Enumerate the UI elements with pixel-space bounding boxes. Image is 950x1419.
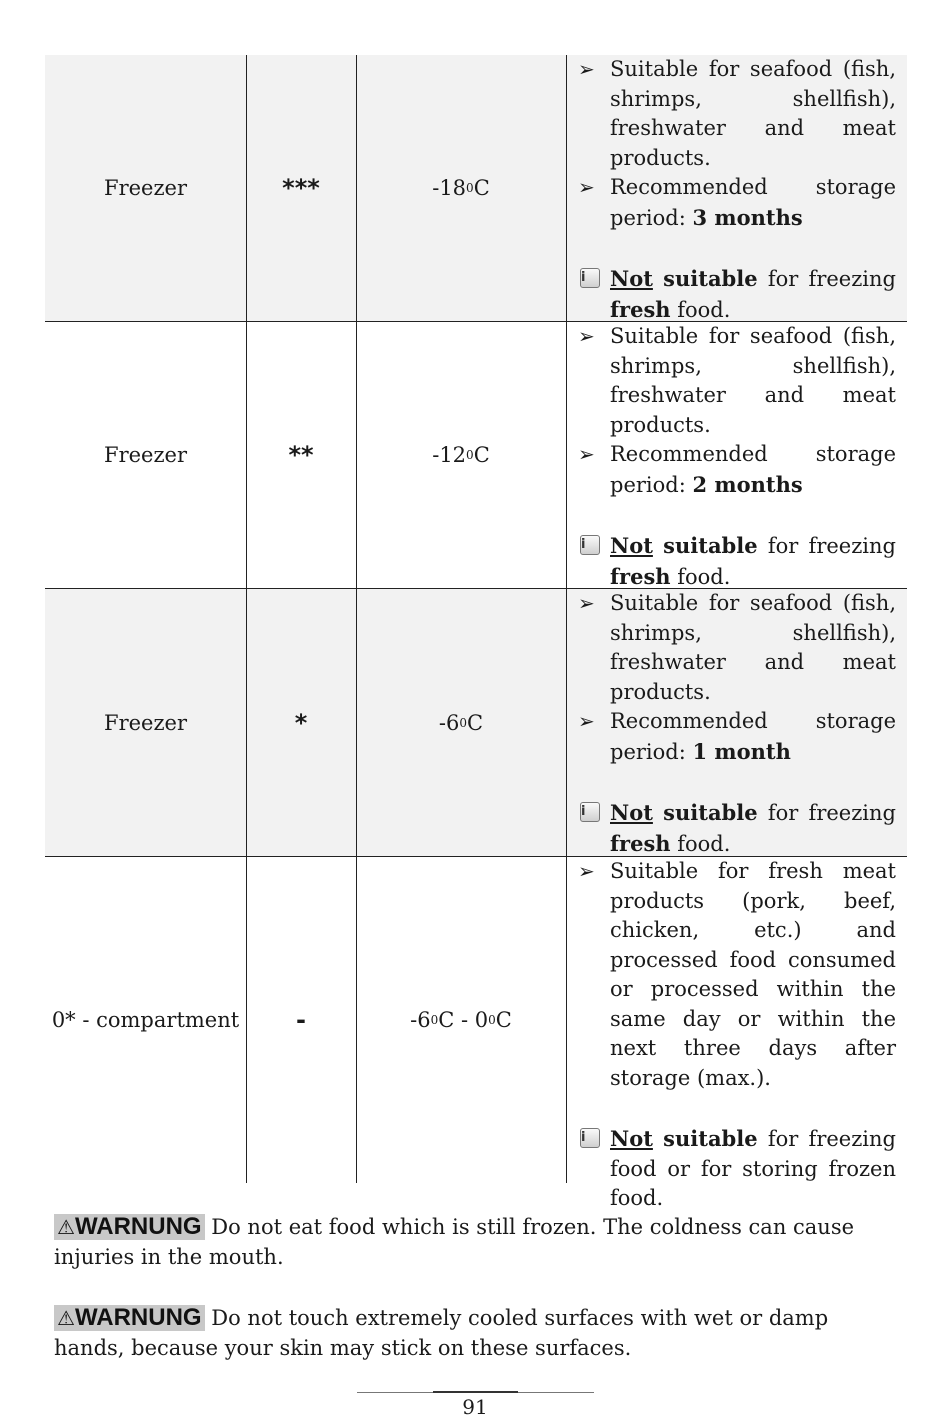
star-rating: *** (282, 174, 320, 202)
info-icon: i (580, 1128, 600, 1148)
star-rating: - (296, 1006, 306, 1034)
description-cell (578, 55, 896, 321)
list-item: ➢ Recommended storage period: 2 months (578, 442, 896, 497)
star-rating: ** (288, 441, 314, 469)
temperature: -18 0 C (432, 176, 490, 200)
list-item: ➢ Suitable for seafood (fish, shrimps, shellfish), freshwater and meat products. (578, 57, 896, 170)
info-icon: i (580, 268, 600, 288)
info-note: i Not suitable for freezing fresh food. (581, 533, 896, 589)
page-number: 91 (462, 1395, 488, 1419)
column-divider (566, 322, 567, 588)
temperature: -6 0 C - 0 0 C (410, 1008, 512, 1032)
arrowhead-bullet-icon: ➢ (578, 859, 595, 883)
info-note: i Not suitable for freezing fresh food. (581, 800, 896, 856)
table-row (45, 589, 907, 857)
description-cell (578, 589, 896, 856)
compartment-name: 0* - compartment (51, 1008, 240, 1032)
info-icon: i (580, 802, 600, 822)
arrowhead-bullet-icon: ➢ (578, 57, 595, 81)
warning-badge: ⚠WARNUNG (54, 1214, 205, 1240)
warning-triangle-icon: ⚠ (57, 1215, 75, 1239)
list-item: ➢ Recommended storage period: 3 months (578, 175, 896, 230)
description-cell (578, 322, 896, 588)
arrowhead-bullet-icon: ➢ (578, 324, 595, 348)
temperature: -12 0 C (432, 443, 490, 467)
warning-triangle-icon: ⚠ (57, 1306, 75, 1330)
info-icon: i (580, 535, 600, 555)
list-item: ➢ Suitable for seafood (fish, shrimps, shellfish), freshwater and meat products. (578, 324, 896, 437)
compartment-name: Freezer (104, 710, 187, 735)
list-item: ➢ Suitable for seafood (fish, shrimps, shellfish), freshwater and meat products. (578, 591, 896, 704)
table-row (45, 55, 907, 322)
list-item: ➢ Suitable for fresh meat products (pork, beef, chicken, etc.) and processed food consumed or processed within the same day or within the next three days after storage (max.). (578, 859, 896, 1090)
column-divider (566, 589, 567, 856)
column-divider (566, 857, 567, 1183)
warning-paragraph: ⚠WARNUNG Do not touch extremely cooled surfaces with wet or damp hands, because your skin may stick on these surfaces. (54, 1304, 829, 1360)
list-item: ➢ Recommended storage period: 1 month (578, 709, 896, 764)
description-cell (578, 857, 896, 1210)
arrowhead-bullet-icon: ➢ (578, 709, 595, 733)
footer-rule-accent (433, 1391, 518, 1393)
arrowhead-bullet-icon: ➢ (578, 591, 595, 615)
table-row (45, 322, 907, 589)
compartment-name: Freezer (104, 176, 187, 200)
info-note: i Not suitable for freezing food or for storing frozen food. (581, 1126, 896, 1210)
table-row (45, 857, 907, 1210)
warning-badge: ⚠WARNUNG (54, 1305, 205, 1331)
temperature: -6 0 C (438, 710, 484, 735)
compartment-name: Freezer (104, 443, 187, 467)
column-divider (566, 55, 567, 321)
arrowhead-bullet-icon: ➢ (578, 175, 595, 199)
star-rating: * (294, 708, 308, 737)
warning-paragraph: ⚠WARNUNG Do not eat food which is still frozen. The coldness can cause injuries in the mouth. (54, 1213, 855, 1269)
arrowhead-bullet-icon: ➢ (578, 442, 595, 466)
info-note: i Not suitable for freezing fresh food. (581, 266, 896, 322)
